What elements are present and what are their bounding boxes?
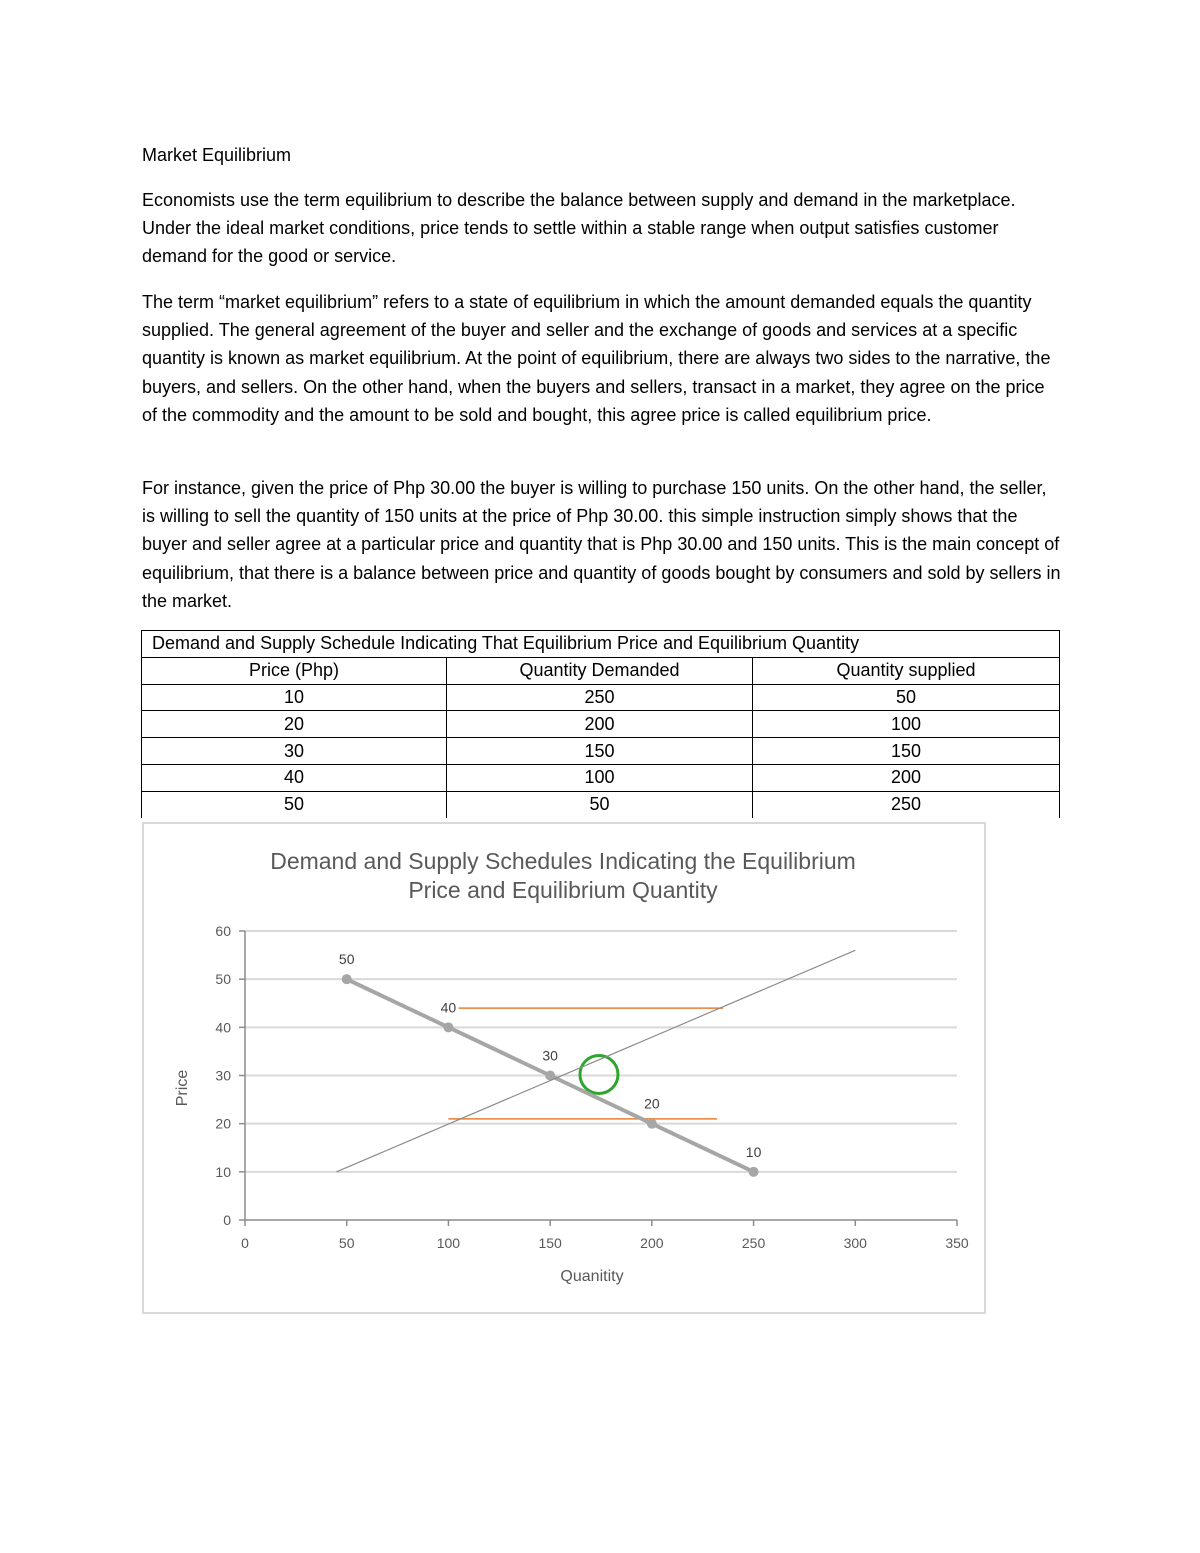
paragraph-example: For instance, given the price of Php 30.00 the buyer is willing to purchase 150 units. On the other hand, the seller, is willing to sell the quantity of 150 units at the price of Php 30.00. this simple instruction simply shows that the buyer and seller agree at a particular price and quantity that is Php 30.00 and 150 units. This is the main concept of equilibrium, that there is a balance between price and quantity of goods bought by consumers and sold by sellers in the market.	[142, 478, 1061, 611]
x-tick-label: 50	[338, 1235, 355, 1251]
data-label: 20	[644, 1095, 660, 1112]
data-label: 50	[338, 951, 355, 968]
quantity-supplied-cell: 100	[753, 711, 1060, 738]
chart-title-line-2: Price and Equilibrium Quantity	[408, 877, 718, 903]
paragraph-definition: The term “market equilibrium” refers to a state of equilibrium in which the amount demanded equals the quantity supplied. The general agreement of the buyer and seller and the exchange of goods and services at a specific quantity is known as market equilibrium. At the point of equilibrium, there are always two sides to the narrative, the buyers, and sellers. On the other hand, when the buyers and sellers, transact in a market, they agree on the price of the commodity and the amount to be sold and bought, this agree price is called equilibrium price.	[142, 292, 1051, 425]
paragraph-intro: Economists use the term equilibrium to describe the balance between supply and demand in the marketplace. Under the ideal market conditions, price tends to settle within a stable range when output satisfies customer demand for the good or service.	[142, 190, 1016, 267]
page-title: Market Equilibrium	[142, 145, 292, 165]
x-tick-label: 250	[741, 1235, 766, 1251]
quantity-supplied-cell: 200	[753, 764, 1060, 791]
price-cell: 40	[142, 764, 447, 791]
x-tick-label: 100	[436, 1235, 461, 1251]
y-tick-label: 30	[215, 1067, 231, 1084]
x-tick-label: 300	[843, 1235, 867, 1251]
y-tick-label: 50	[215, 971, 231, 988]
y-tick-label: 40	[215, 1019, 231, 1036]
column-header-quantity-supplied: Quantity supplied	[753, 657, 1060, 684]
demand-data-point	[443, 1022, 453, 1032]
price-cell: 20	[142, 711, 447, 738]
quantity-supplied-cell: 150	[753, 738, 1060, 765]
x-tick-label: 200	[640, 1235, 664, 1251]
data-label: 40	[440, 999, 457, 1016]
y-tick-label: 20	[215, 1115, 231, 1132]
column-header-price: Price (Php)	[142, 657, 447, 684]
y-tick-label: 0	[223, 1212, 231, 1228]
table-caption: Demand and Supply Schedule Indicating That Equilibrium Price and Equilibrium Quantity	[142, 631, 1060, 658]
quantity-supplied-cell: 250	[753, 791, 1060, 817]
chart-title-line-1: Demand and Supply Schedules Indicating the Equilibrium	[270, 848, 856, 874]
x-tick-label: 350	[945, 1235, 969, 1251]
quantity-demanded-cell: 200	[447, 711, 753, 738]
y-tick-label: 60	[215, 923, 231, 939]
data-label: 30	[542, 1047, 558, 1064]
y-axis-title: Price	[174, 1069, 191, 1107]
demand-data-point	[647, 1119, 657, 1129]
column-header-quantity-demanded: Quantity Demanded	[447, 657, 753, 684]
price-cell: 30	[142, 738, 447, 765]
quantity-demanded-cell: 150	[447, 738, 753, 765]
x-tick-label: 0	[241, 1235, 249, 1251]
demand-data-point	[749, 1167, 759, 1177]
quantity-demanded-cell: 50	[447, 791, 753, 817]
quantity-demanded-cell: 100	[447, 764, 753, 791]
y-tick-label: 10	[215, 1163, 231, 1180]
quantity-supplied-cell: 50	[753, 684, 1060, 711]
price-cell: 10	[142, 684, 447, 711]
equilibrium-chart	[142, 822, 986, 1314]
price-cell: 50	[142, 791, 447, 817]
data-label: 10	[745, 1143, 762, 1160]
supply-series-line	[337, 950, 856, 1172]
x-axis-title: Quanitity	[560, 1268, 624, 1285]
quantity-demanded-cell: 250	[447, 684, 753, 711]
demand-data-point	[342, 974, 352, 984]
x-tick-label: 150	[538, 1235, 562, 1251]
